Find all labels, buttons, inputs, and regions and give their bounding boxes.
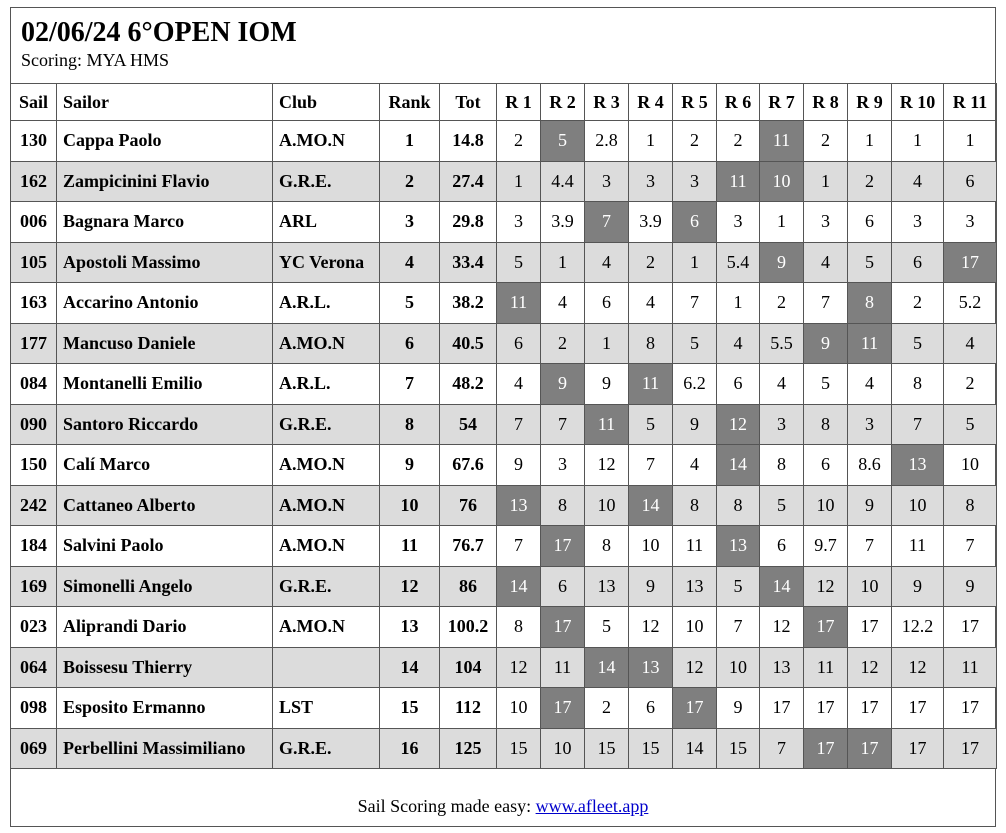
total-points: 125 (440, 728, 497, 769)
race-score: 12 (760, 607, 804, 648)
sail-number: 084 (11, 364, 57, 405)
sail-number: 098 (11, 688, 57, 729)
club-name: G.R.E. (273, 161, 380, 202)
table-row (11, 526, 997, 567)
sail-number: 023 (11, 607, 57, 648)
sail-number: 006 (11, 202, 57, 243)
race-score: 1 (848, 121, 892, 162)
race-score: 17 (804, 688, 848, 729)
race-score-discarded: 11 (629, 364, 673, 405)
race-score: 1 (629, 121, 673, 162)
sail-number: 064 (11, 647, 57, 688)
race-score: 11 (944, 647, 997, 688)
race-score: 4 (497, 364, 541, 405)
race-score: 3.9 (541, 202, 585, 243)
race-score: 6 (892, 242, 944, 283)
race-score: 4 (944, 323, 997, 364)
race-score-discarded: 14 (760, 566, 804, 607)
race-score: 10 (497, 688, 541, 729)
race-score: 10 (585, 485, 629, 526)
race-score: 9 (892, 566, 944, 607)
race-score-discarded: 14 (585, 647, 629, 688)
race-score: 2 (848, 161, 892, 202)
race-score: 1 (673, 242, 717, 283)
race-score: 17 (892, 728, 944, 769)
event-title: 02/06/24 6°OPEN IOM (21, 17, 297, 48)
race-score: 7 (541, 404, 585, 445)
race-score: 4 (629, 283, 673, 324)
rank: 15 (380, 688, 440, 729)
race-score: 1 (717, 283, 760, 324)
race-score: 17 (944, 728, 997, 769)
sailor-name: Montanelli Emilio (57, 364, 273, 405)
header-row (11, 84, 997, 121)
race-score: 10 (541, 728, 585, 769)
race-score-discarded: 11 (585, 404, 629, 445)
race-score-discarded: 11 (760, 121, 804, 162)
race-score: 3 (673, 161, 717, 202)
club-name: A.R.L. (273, 364, 380, 405)
total-points: 86 (440, 566, 497, 607)
race-score: 9 (673, 404, 717, 445)
race-score: 7 (848, 526, 892, 567)
race-score: 13 (760, 647, 804, 688)
table-row (11, 566, 997, 607)
race-score: 7 (760, 728, 804, 769)
race-score: 11 (804, 647, 848, 688)
sail-number: 242 (11, 485, 57, 526)
column-header: Club (273, 84, 380, 121)
race-score: 7 (717, 607, 760, 648)
race-score-discarded: 17 (541, 607, 585, 648)
race-score: 7 (629, 445, 673, 486)
race-score: 13 (585, 566, 629, 607)
sail-number: 184 (11, 526, 57, 567)
race-score: 4 (541, 283, 585, 324)
race-score-discarded: 9 (760, 242, 804, 283)
race-score: 7 (497, 526, 541, 567)
race-score: 2 (585, 688, 629, 729)
rank: 10 (380, 485, 440, 526)
results-table (10, 83, 997, 769)
race-score: 6 (717, 364, 760, 405)
race-score: 6 (629, 688, 673, 729)
sail-number: 163 (11, 283, 57, 324)
race-score: 17 (944, 607, 997, 648)
race-score: 8 (892, 364, 944, 405)
sailor-name: Accarino Antonio (57, 283, 273, 324)
race-score: 5 (892, 323, 944, 364)
race-score: 9 (497, 445, 541, 486)
sail-number: 177 (11, 323, 57, 364)
column-header: R 5 (673, 84, 717, 121)
race-score: 11 (541, 647, 585, 688)
club-name: YC Verona (273, 242, 380, 283)
race-score: 17 (848, 688, 892, 729)
table-row (11, 161, 997, 202)
race-score: 2 (760, 283, 804, 324)
race-score: 5 (717, 566, 760, 607)
race-score: 5 (760, 485, 804, 526)
rank: 11 (380, 526, 440, 567)
race-score: 3 (944, 202, 997, 243)
rank: 4 (380, 242, 440, 283)
race-score: 8 (585, 526, 629, 567)
club-name: A.MO.N (273, 485, 380, 526)
total-points: 33.4 (440, 242, 497, 283)
club-name: LST (273, 688, 380, 729)
race-score: 12 (892, 647, 944, 688)
race-score: 1 (944, 121, 997, 162)
column-header: R 10 (892, 84, 944, 121)
column-header: R 6 (717, 84, 760, 121)
race-score-discarded: 14 (717, 445, 760, 486)
column-header: R 4 (629, 84, 673, 121)
race-score: 17 (944, 688, 997, 729)
race-score: 2 (892, 283, 944, 324)
sailor-name: Salvini Paolo (57, 526, 273, 567)
race-score: 17 (760, 688, 804, 729)
rank: 3 (380, 202, 440, 243)
club-name: A.MO.N (273, 121, 380, 162)
column-header: Sailor (57, 84, 273, 121)
total-points: 38.2 (440, 283, 497, 324)
race-score: 4.4 (541, 161, 585, 202)
table-row (11, 283, 997, 324)
race-score: 10 (804, 485, 848, 526)
footer-text: Sail Scoring made easy: (357, 796, 536, 816)
race-score: 6 (848, 202, 892, 243)
rank: 5 (380, 283, 440, 324)
race-score: 10 (944, 445, 997, 486)
race-score: 2 (629, 242, 673, 283)
race-score: 4 (760, 364, 804, 405)
race-score: 15 (497, 728, 541, 769)
column-header: R 2 (541, 84, 585, 121)
race-score: 1 (804, 161, 848, 202)
table-row (11, 364, 997, 405)
race-score: 3 (892, 202, 944, 243)
race-score: 12 (629, 607, 673, 648)
race-score: 6 (541, 566, 585, 607)
race-score: 10 (717, 647, 760, 688)
club-name: G.R.E. (273, 566, 380, 607)
rank: 1 (380, 121, 440, 162)
race-score: 8 (804, 404, 848, 445)
rank: 13 (380, 607, 440, 648)
sail-number: 105 (11, 242, 57, 283)
race-score: 6 (804, 445, 848, 486)
race-score-discarded: 11 (848, 323, 892, 364)
rank: 7 (380, 364, 440, 405)
race-score: 5.2 (944, 283, 997, 324)
race-score: 2 (717, 121, 760, 162)
race-score: 8 (717, 485, 760, 526)
club-name: G.R.E. (273, 728, 380, 769)
race-score-discarded: 7 (585, 202, 629, 243)
race-score: 6.2 (673, 364, 717, 405)
sail-number: 162 (11, 161, 57, 202)
race-score: 5 (629, 404, 673, 445)
race-score: 4 (848, 364, 892, 405)
club-name: A.R.L. (273, 283, 380, 324)
race-score: 5 (804, 364, 848, 405)
sailor-name: Perbellini Massimiliano (57, 728, 273, 769)
column-header: Tot (440, 84, 497, 121)
race-score: 1 (760, 202, 804, 243)
total-points: 76 (440, 485, 497, 526)
sailor-name: Simonelli Angelo (57, 566, 273, 607)
sailor-name: Esposito Ermanno (57, 688, 273, 729)
race-score: 11 (892, 526, 944, 567)
race-score: 12 (673, 647, 717, 688)
rank: 6 (380, 323, 440, 364)
race-score: 1 (541, 242, 585, 283)
race-score: 2 (497, 121, 541, 162)
results-body (11, 121, 997, 769)
race-score: 5 (497, 242, 541, 283)
table-row (11, 323, 997, 364)
race-score-discarded: 5 (541, 121, 585, 162)
table-row (11, 728, 997, 769)
sailor-name: Zampicinini Flavio (57, 161, 273, 202)
sailor-name: Bagnara Marco (57, 202, 273, 243)
race-score: 5 (848, 242, 892, 283)
race-score: 8 (760, 445, 804, 486)
race-score: 12 (848, 647, 892, 688)
rank: 9 (380, 445, 440, 486)
club-name: A.MO.N (273, 607, 380, 648)
race-score: 3 (585, 161, 629, 202)
race-score: 9 (629, 566, 673, 607)
race-score: 3 (804, 202, 848, 243)
race-score: 2 (673, 121, 717, 162)
race-score: 5 (673, 323, 717, 364)
rank: 2 (380, 161, 440, 202)
race-score-discarded: 9 (804, 323, 848, 364)
race-score: 7 (673, 283, 717, 324)
sailor-name: Apostoli Massimo (57, 242, 273, 283)
race-score-discarded: 6 (673, 202, 717, 243)
sail-number: 169 (11, 566, 57, 607)
race-score: 8 (629, 323, 673, 364)
sail-number: 130 (11, 121, 57, 162)
race-score-discarded: 17 (541, 526, 585, 567)
race-score-discarded: 17 (673, 688, 717, 729)
sailor-name: Santoro Riccardo (57, 404, 273, 445)
race-score: 2.8 (585, 121, 629, 162)
race-score: 9 (585, 364, 629, 405)
club-name: A.MO.N (273, 445, 380, 486)
rank: 12 (380, 566, 440, 607)
race-score: 1 (497, 161, 541, 202)
total-points: 67.6 (440, 445, 497, 486)
total-points: 112 (440, 688, 497, 729)
race-score: 8 (497, 607, 541, 648)
race-score-discarded: 17 (848, 728, 892, 769)
column-header: R 7 (760, 84, 804, 121)
race-score-discarded: 12 (717, 404, 760, 445)
race-score: 4 (717, 323, 760, 364)
race-score: 7 (944, 526, 997, 567)
sail-number: 069 (11, 728, 57, 769)
race-score: 3 (848, 404, 892, 445)
sail-number: 090 (11, 404, 57, 445)
race-score: 1 (892, 121, 944, 162)
race-score-discarded: 11 (497, 283, 541, 324)
table-row (11, 607, 997, 648)
race-score: 4 (585, 242, 629, 283)
total-points: 48.2 (440, 364, 497, 405)
total-points: 29.8 (440, 202, 497, 243)
race-score: 1 (585, 323, 629, 364)
race-score-discarded: 9 (541, 364, 585, 405)
race-score: 5 (585, 607, 629, 648)
sail-number: 150 (11, 445, 57, 486)
race-score: 17 (848, 607, 892, 648)
race-score: 4 (804, 242, 848, 283)
table-row (11, 121, 997, 162)
race-score: 4 (892, 161, 944, 202)
race-score: 15 (629, 728, 673, 769)
club-name: G.R.E. (273, 404, 380, 445)
race-score: 9 (848, 485, 892, 526)
race-score: 12 (497, 647, 541, 688)
table-row (11, 485, 997, 526)
race-score: 6 (944, 161, 997, 202)
race-score: 3 (629, 161, 673, 202)
race-score: 10 (848, 566, 892, 607)
race-score: 3 (760, 404, 804, 445)
race-score-discarded: 13 (629, 647, 673, 688)
total-points: 27.4 (440, 161, 497, 202)
total-points: 14.8 (440, 121, 497, 162)
column-header: Rank (380, 84, 440, 121)
sailor-name: Aliprandi Dario (57, 607, 273, 648)
column-header: R 3 (585, 84, 629, 121)
sailor-name: Calí Marco (57, 445, 273, 486)
race-score: 10 (673, 607, 717, 648)
race-score: 3.9 (629, 202, 673, 243)
race-score: 3 (541, 445, 585, 486)
race-score-discarded: 17 (944, 242, 997, 283)
sailor-name: Cattaneo Alberto (57, 485, 273, 526)
race-score-discarded: 10 (760, 161, 804, 202)
race-score-discarded: 13 (717, 526, 760, 567)
rank: 16 (380, 728, 440, 769)
race-score: 11 (673, 526, 717, 567)
column-header: R 11 (944, 84, 997, 121)
race-score: 12 (585, 445, 629, 486)
race-score-discarded: 11 (717, 161, 760, 202)
total-points: 40.5 (440, 323, 497, 364)
results-header (11, 8, 995, 84)
race-score: 8 (944, 485, 997, 526)
race-score: 3 (717, 202, 760, 243)
race-score: 2 (944, 364, 997, 405)
race-score: 7 (497, 404, 541, 445)
total-points: 104 (440, 647, 497, 688)
table-row (11, 647, 997, 688)
race-score: 10 (629, 526, 673, 567)
club-name: A.MO.N (273, 323, 380, 364)
column-header: R 9 (848, 84, 892, 121)
race-score: 5.4 (717, 242, 760, 283)
race-score-discarded: 17 (804, 607, 848, 648)
race-score: 10 (892, 485, 944, 526)
club-name (273, 647, 380, 688)
footer (11, 786, 995, 826)
table-row (11, 445, 997, 486)
race-score: 3 (497, 202, 541, 243)
race-score: 2 (804, 121, 848, 162)
race-score-discarded: 13 (892, 445, 944, 486)
race-score: 4 (673, 445, 717, 486)
race-score-discarded: 8 (848, 283, 892, 324)
race-score: 6 (585, 283, 629, 324)
sailor-name: Boissesu Thierry (57, 647, 273, 688)
table-row (11, 242, 997, 283)
race-score: 5.5 (760, 323, 804, 364)
club-name: A.MO.N (273, 526, 380, 567)
race-score: 9 (717, 688, 760, 729)
table-row (11, 202, 997, 243)
race-score-discarded: 17 (541, 688, 585, 729)
race-score: 14 (673, 728, 717, 769)
afleet-link[interactable]: www.afleet.app (535, 796, 649, 816)
race-score: 12.2 (892, 607, 944, 648)
rank: 8 (380, 404, 440, 445)
race-score: 6 (760, 526, 804, 567)
total-points: 76.7 (440, 526, 497, 567)
race-score-discarded: 14 (629, 485, 673, 526)
club-name: ARL (273, 202, 380, 243)
race-score: 7 (892, 404, 944, 445)
results-frame (10, 7, 996, 827)
race-score: 17 (892, 688, 944, 729)
race-score-discarded: 13 (497, 485, 541, 526)
race-score: 7 (804, 283, 848, 324)
column-header: Sail (11, 84, 57, 121)
race-score: 13 (673, 566, 717, 607)
race-score: 2 (541, 323, 585, 364)
table-row (11, 688, 997, 729)
column-header: R 1 (497, 84, 541, 121)
column-header: R 8 (804, 84, 848, 121)
race-score: 8.6 (848, 445, 892, 486)
race-score: 15 (585, 728, 629, 769)
sailor-name: Cappa Paolo (57, 121, 273, 162)
race-score: 15 (717, 728, 760, 769)
race-score: 8 (673, 485, 717, 526)
total-points: 54 (440, 404, 497, 445)
race-score: 6 (497, 323, 541, 364)
total-points: 100.2 (440, 607, 497, 648)
race-score: 12 (804, 566, 848, 607)
race-score-discarded: 14 (497, 566, 541, 607)
race-score: 5 (944, 404, 997, 445)
race-score: 9 (944, 566, 997, 607)
race-score: 9.7 (804, 526, 848, 567)
race-score-discarded: 17 (804, 728, 848, 769)
rank: 14 (380, 647, 440, 688)
race-score: 8 (541, 485, 585, 526)
sailor-name: Mancuso Daniele (57, 323, 273, 364)
table-row (11, 404, 997, 445)
scoring-system: Scoring: MYA HMS (21, 50, 170, 70)
